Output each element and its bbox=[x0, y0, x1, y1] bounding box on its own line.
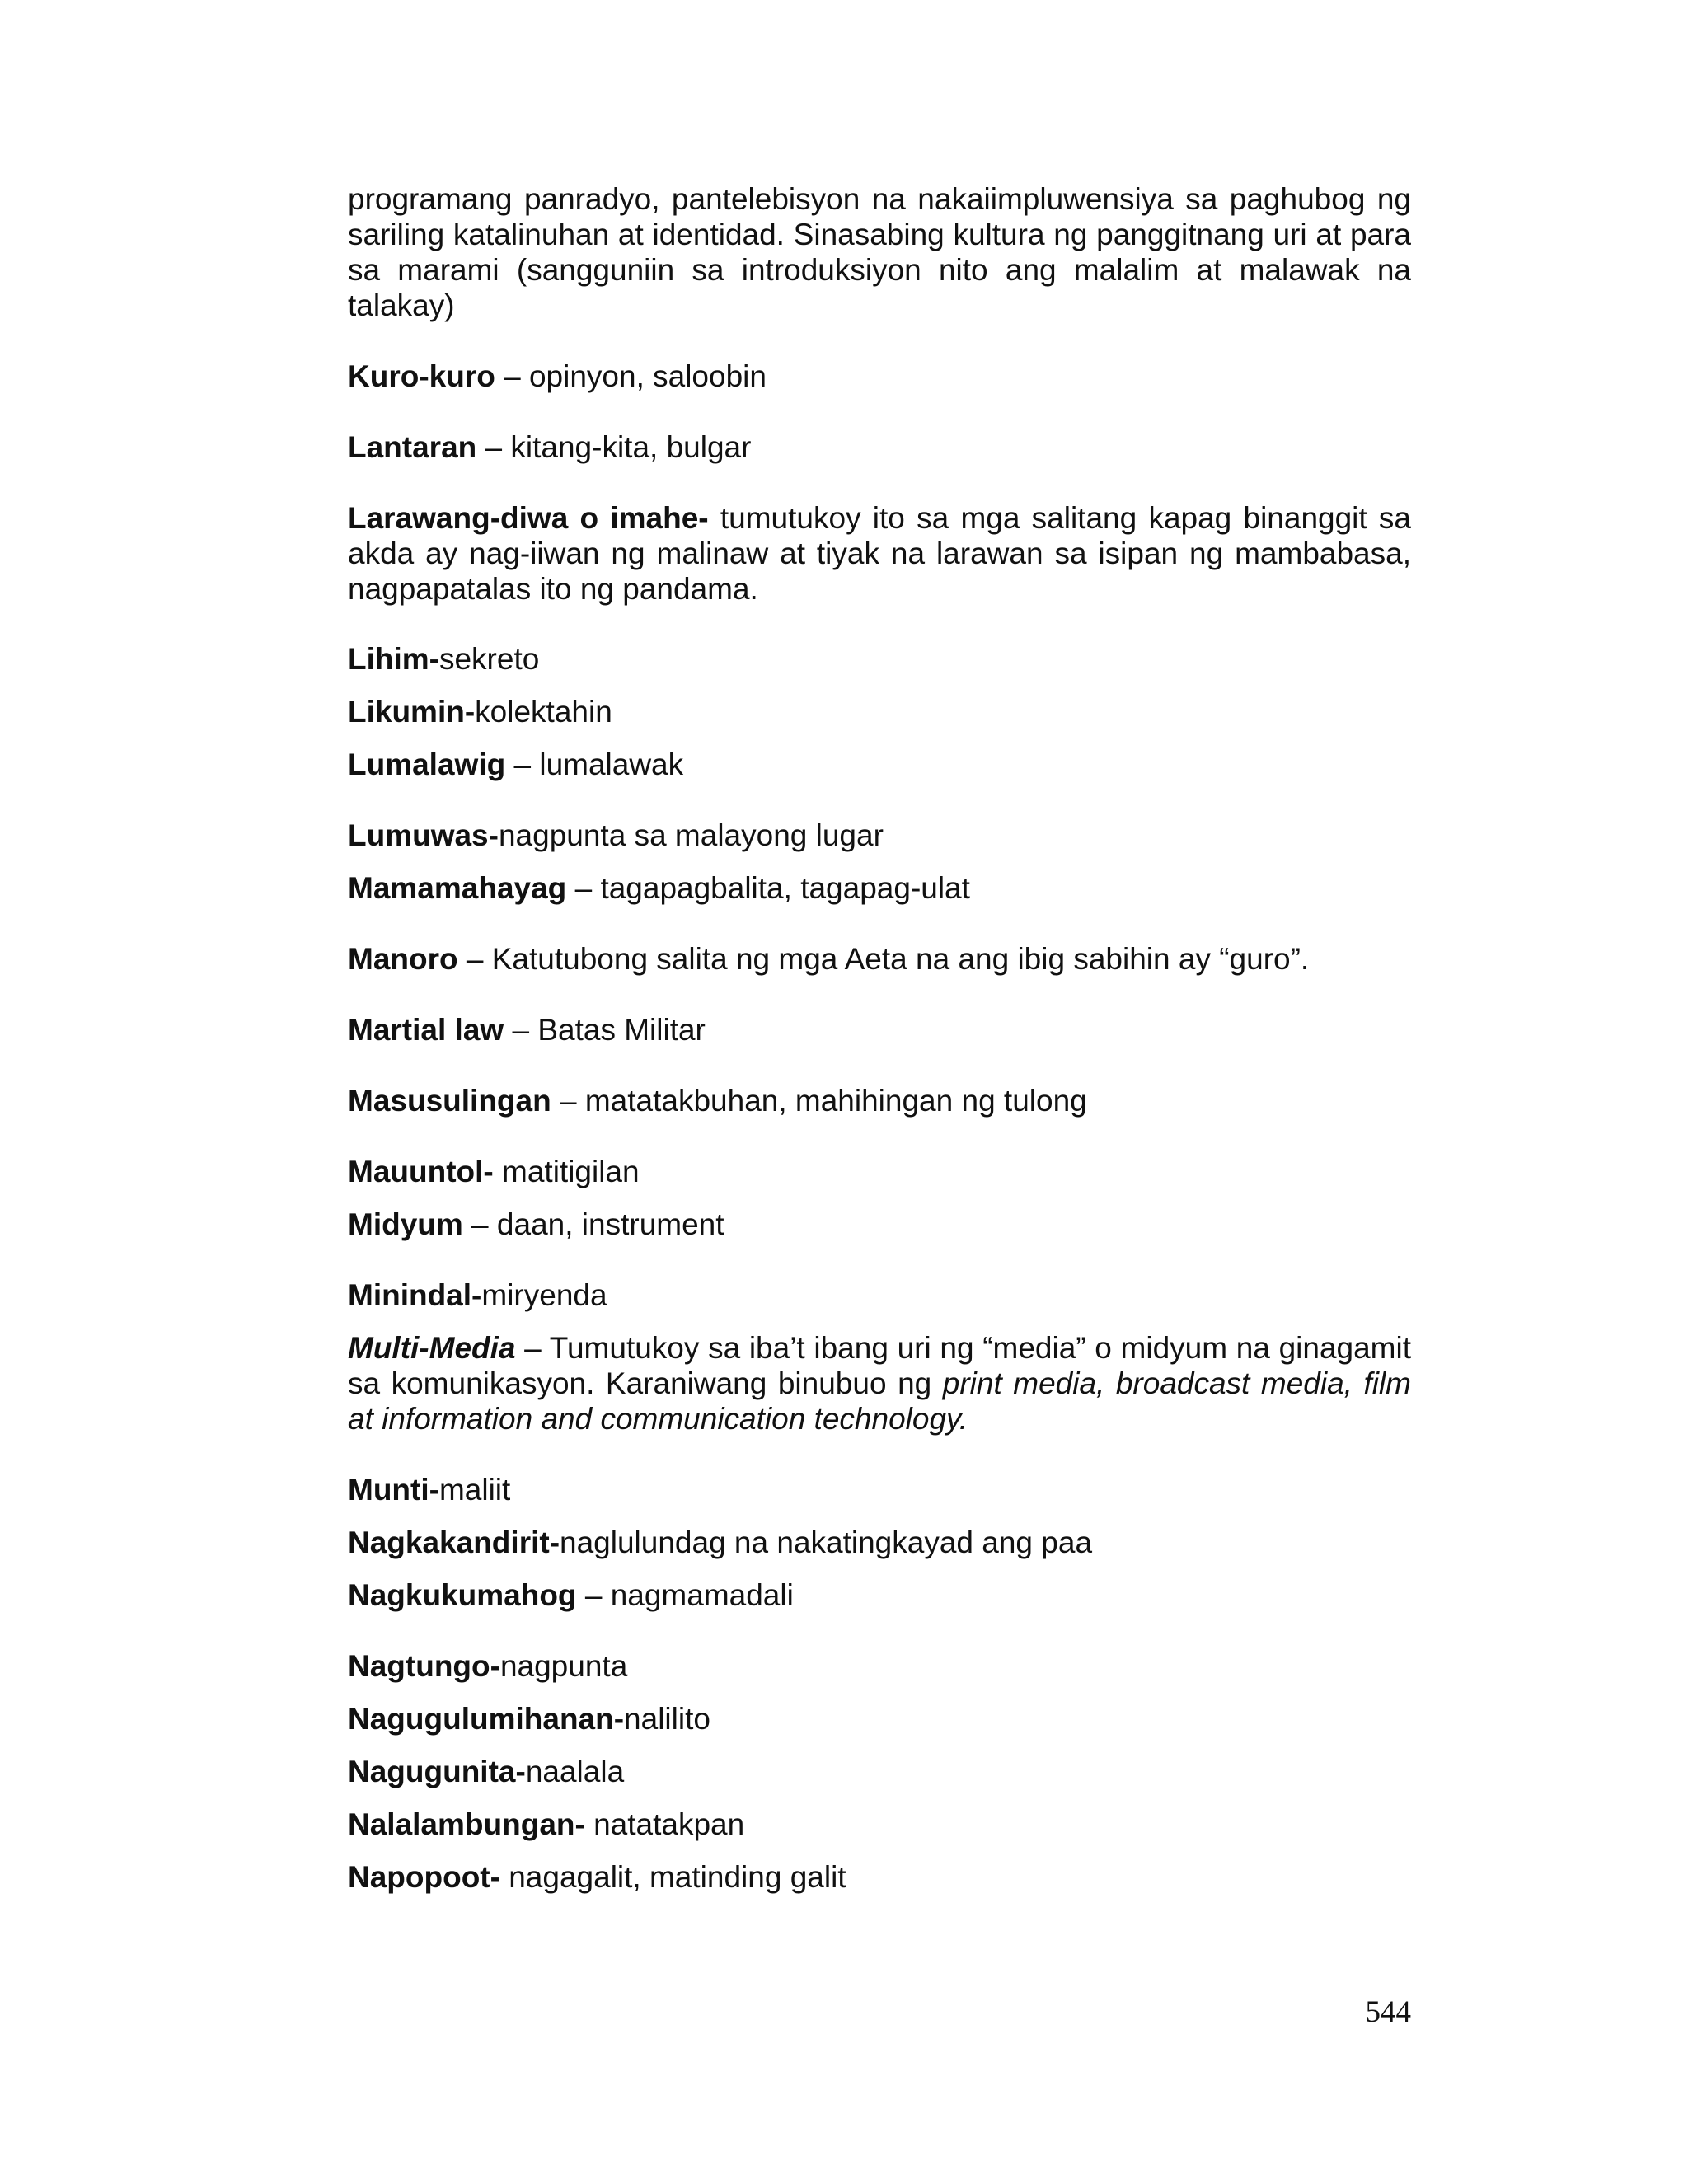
glossary-entry-kuro-kuro bbox=[348, 359, 1411, 394]
glossary-definition: nalilito bbox=[624, 1702, 710, 1736]
glossary-entry-lumalawig bbox=[348, 747, 1411, 782]
glossary-definition: natatakpan bbox=[593, 1807, 745, 1841]
separator: – bbox=[551, 1084, 585, 1118]
separator bbox=[585, 1807, 593, 1841]
glossary-definition: Batas Militar bbox=[537, 1013, 706, 1047]
glossary-term: Napopoot- bbox=[348, 1860, 500, 1894]
page-number: 544 bbox=[1365, 1995, 1411, 2029]
glossary-term: Mamamahayag bbox=[348, 871, 567, 905]
glossary-term: Likumin- bbox=[348, 695, 476, 729]
glossary-definition: kitang-kita, bulgar bbox=[510, 430, 752, 464]
glossary-entry-lumuwas bbox=[348, 818, 1411, 853]
intro-paragraph: programang panradyo, pantelebisyon na nakaiimpluwensiya sa paghubog ng sariling katalinuhan at identidad. Sinasabing kultura ng panggitnang uri at para sa marami (sangguniin sa introduksiyon nito ang malalim at malawak na talakay) bbox=[348, 182, 1411, 322]
separator: – bbox=[515, 1331, 550, 1365]
glossary-definition: nagpunta bbox=[499, 1649, 628, 1683]
glossary-definition: tagapagbalita, tagapag-ulat bbox=[600, 871, 970, 905]
glossary-term: Martial law bbox=[348, 1013, 504, 1047]
glossary-definition: naglulundag na nakatingkayad ang paa bbox=[560, 1526, 1093, 1559]
glossary-entry-mauuntol bbox=[348, 1154, 1411, 1189]
glossary-term: Lantaran bbox=[348, 430, 477, 464]
glossary-term: Kuro-kuro bbox=[348, 359, 495, 393]
glossary-term: Midyum bbox=[348, 1207, 463, 1241]
separator: – bbox=[476, 430, 511, 464]
separator bbox=[494, 1155, 502, 1188]
glossary-term: Nagtungo- bbox=[348, 1649, 500, 1683]
glossary-definition: nagpunta sa malayong lugar bbox=[498, 818, 884, 852]
glossary-entry-nagtungo bbox=[348, 1648, 1411, 1684]
glossary-term: Munti- bbox=[348, 1473, 439, 1507]
glossary-term: Lihim- bbox=[348, 642, 439, 676]
glossary-entry-nagkukumahog bbox=[348, 1577, 1411, 1613]
glossary-definition: naalala bbox=[525, 1755, 625, 1788]
separator: – bbox=[495, 359, 529, 393]
glossary-term: Manoro bbox=[348, 942, 458, 976]
glossary-term: Mauuntol- bbox=[348, 1155, 494, 1188]
separator: – bbox=[576, 1578, 611, 1612]
glossary-definition: miryenda bbox=[481, 1278, 607, 1312]
glossary-definition-italic: print media, broadcast media, film at information and communication technology. bbox=[348, 1366, 1411, 1436]
glossary-entry-minindal bbox=[348, 1277, 1411, 1313]
glossary-definition: kolektahin bbox=[475, 695, 612, 729]
separator: – bbox=[566, 871, 601, 905]
glossary-entry-larawang-diwa bbox=[348, 500, 1411, 607]
glossary-definition: matitigilan bbox=[502, 1155, 640, 1188]
glossary-entry-napopoot bbox=[348, 1859, 1411, 1895]
separator: – bbox=[457, 942, 492, 976]
glossary-entry-nagkakandirit bbox=[348, 1525, 1411, 1560]
glossary-definition: lumalawak bbox=[539, 748, 684, 781]
glossary-term: Lumuwas- bbox=[348, 818, 499, 852]
glossary-definition: Katutubong salita ng mga Aeta na ang ibig sabihin ay “guro”. bbox=[491, 942, 1310, 976]
glossary-definition: maliit bbox=[438, 1473, 511, 1507]
glossary-term: Nagugunita- bbox=[348, 1755, 526, 1788]
glossary-definition: sekreto bbox=[438, 642, 540, 676]
separator bbox=[709, 501, 720, 535]
glossary-entry-nalalambungan bbox=[348, 1807, 1411, 1842]
glossary-term: Nagkukumahog bbox=[348, 1578, 577, 1612]
glossary-definition: tumutukoy ito sa mga salitang kapag binanggit sa akda ay nag-iiwan ng malinaw at tiyak na larawan sa isipan ng mambabasa, nagpapatalas ito ng pandama. bbox=[348, 501, 1411, 606]
glossary-definition: nagmamadali bbox=[610, 1578, 794, 1612]
glossary-entry-martial-law bbox=[348, 1012, 1411, 1047]
glossary-entry-lantaran bbox=[348, 429, 1411, 465]
glossary-definition: Tumutukoy sa iba’t ibang uri ng “media” o midyum na ginagamit sa komunikasyon. Karaniwang binubuo ng bbox=[348, 1331, 1412, 1400]
glossary-definition: nagagalit, matinding galit bbox=[509, 1860, 846, 1894]
glossary-entry-midyum bbox=[348, 1207, 1411, 1242]
separator: – bbox=[504, 1013, 538, 1047]
glossary-entry-masusulingan bbox=[348, 1083, 1411, 1118]
glossary-entry-nagugulumihanan bbox=[348, 1701, 1411, 1736]
glossary-term: Nalalambungan- bbox=[348, 1807, 585, 1841]
glossary-definition: daan, instrument bbox=[496, 1207, 724, 1241]
document-page bbox=[348, 181, 1411, 1895]
glossary-term: Nagkakandirit- bbox=[348, 1526, 560, 1559]
glossary-entry-nagugunita bbox=[348, 1754, 1411, 1789]
glossary-entry-munti bbox=[348, 1472, 1411, 1507]
separator: – bbox=[462, 1207, 497, 1241]
glossary-entry-likumin bbox=[348, 694, 1411, 729]
glossary-entry-mamamahayag bbox=[348, 870, 1411, 906]
glossary-term: Larawang-diwa o imahe- bbox=[348, 501, 709, 535]
glossary-term: Multi-Media bbox=[348, 1331, 516, 1365]
glossary-entry-multi-media bbox=[348, 1330, 1411, 1436]
glossary-term: Minindal- bbox=[348, 1278, 482, 1312]
separator: – bbox=[505, 748, 540, 781]
glossary-term: Masusulingan bbox=[348, 1084, 551, 1118]
glossary-definition: matatakbuhan, mahihingan ng tulong bbox=[584, 1084, 1087, 1118]
separator bbox=[500, 1860, 509, 1894]
glossary-term: Nagugulumihanan- bbox=[348, 1702, 625, 1736]
glossary-definition: opinyon, saloobin bbox=[528, 359, 767, 393]
glossary-term: Lumalawig bbox=[348, 748, 506, 781]
glossary-entry-manoro bbox=[348, 941, 1411, 977]
glossary-entry-lihim bbox=[348, 641, 1411, 677]
